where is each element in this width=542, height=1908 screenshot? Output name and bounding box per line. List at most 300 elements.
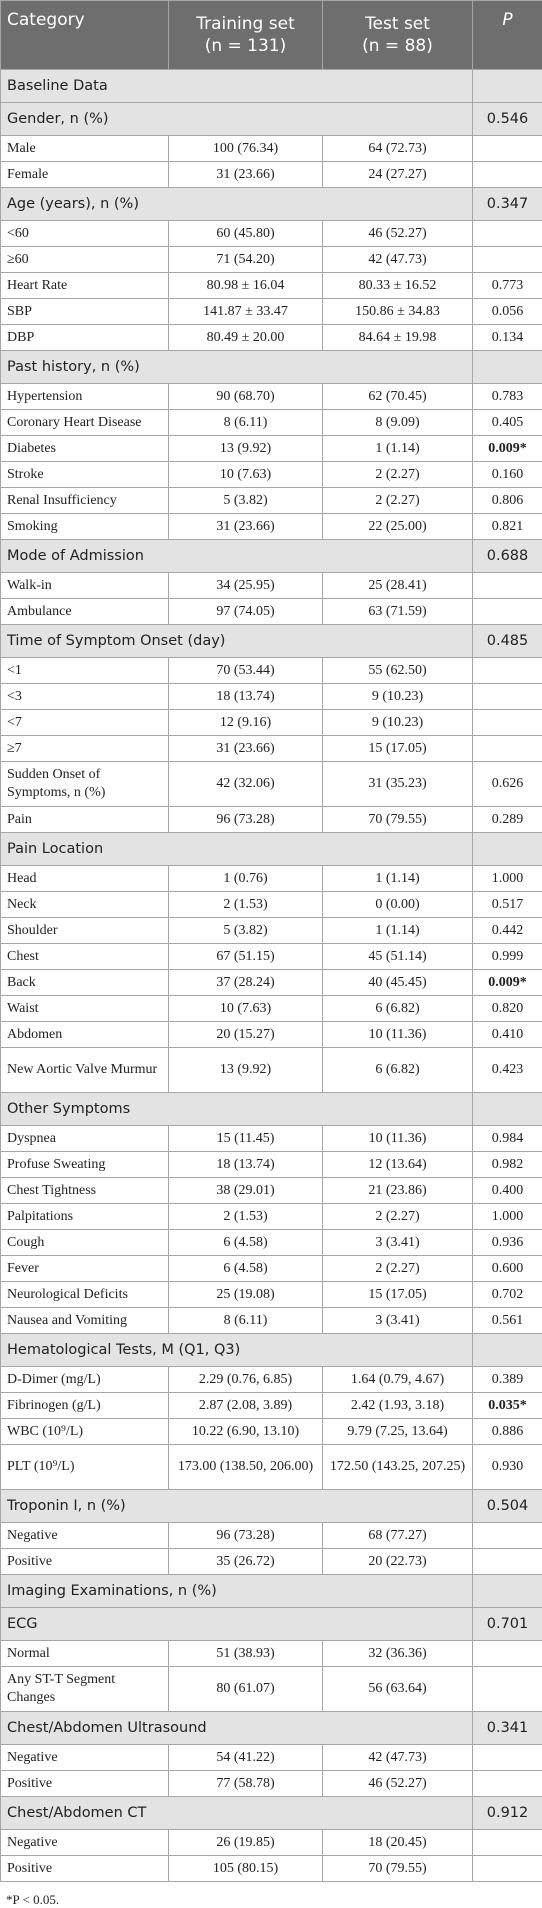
- p-value: 0.702: [473, 1282, 542, 1308]
- training-value: 2 (1.53): [169, 892, 323, 918]
- header-test-line1: Test set: [329, 13, 466, 35]
- test-value: 31 (35.23): [323, 762, 473, 807]
- section-row: [1, 351, 542, 384]
- p-value: [473, 221, 542, 247]
- section-row: [1, 103, 542, 136]
- test-value: 55 (62.50): [323, 658, 473, 684]
- training-value: 10 (7.63): [169, 462, 323, 488]
- training-value: 5 (3.82): [169, 488, 323, 514]
- p-value: [473, 684, 542, 710]
- test-value: 8 (9.09): [323, 410, 473, 436]
- p-value: 0.821: [473, 514, 542, 540]
- significant-p-value: 0.009*: [488, 441, 527, 456]
- table-row: [1, 658, 542, 684]
- row-label: Female: [1, 162, 169, 188]
- table-row: [1, 1256, 542, 1282]
- test-value: 3 (3.41): [323, 1230, 473, 1256]
- table-row: [1, 1419, 542, 1445]
- test-value: 2 (2.27): [323, 1204, 473, 1230]
- training-value: 26 (19.85): [169, 1830, 323, 1856]
- row-label: Walk-in: [1, 573, 169, 599]
- header-training-line1: Training set: [175, 13, 316, 35]
- p-value: 0.982: [473, 1152, 542, 1178]
- row-label: Positive: [1, 1771, 169, 1797]
- test-value: 2.42 (1.93, 3.18): [323, 1393, 473, 1419]
- test-value: 70 (79.55): [323, 807, 473, 833]
- training-value: 2.87 (2.08, 3.89): [169, 1393, 323, 1419]
- training-value: 141.87 ± 33.47: [169, 299, 323, 325]
- test-value: 20 (22.73): [323, 1549, 473, 1575]
- p-value: 0.626: [473, 762, 542, 807]
- training-value: 173.00 (138.50, 206.00): [169, 1445, 323, 1490]
- training-value: 8 (6.11): [169, 410, 323, 436]
- training-value: 80.49 ± 20.00: [169, 325, 323, 351]
- p-value: [473, 736, 542, 762]
- significant-p-value: 0.009*: [488, 975, 527, 990]
- p-value: 0.134: [473, 325, 542, 351]
- training-value: 80.98 ± 16.04: [169, 273, 323, 299]
- test-value: 1 (1.14): [323, 866, 473, 892]
- section-title: Age (years), n (%): [1, 188, 473, 221]
- header-row: [1, 1, 542, 70]
- p-value: [473, 1523, 542, 1549]
- p-value: [473, 599, 542, 625]
- training-value: 51 (38.93): [169, 1641, 323, 1667]
- table-row: [1, 488, 542, 514]
- row-label: Diabetes: [1, 436, 169, 462]
- p-value: 0.289: [473, 807, 542, 833]
- training-value: 54 (41.22): [169, 1745, 323, 1771]
- header-training-set: [169, 1, 323, 70]
- row-label: Positive: [1, 1549, 169, 1575]
- section-row: [1, 1334, 542, 1367]
- table-row: [1, 410, 542, 436]
- p-value: 0.984: [473, 1126, 542, 1152]
- section-p-value: [473, 1093, 542, 1126]
- section-p-value: 0.688: [473, 540, 542, 573]
- section-row: [1, 1712, 542, 1745]
- p-value: 0.410: [473, 1022, 542, 1048]
- table-row: [1, 944, 542, 970]
- training-value: 42 (32.06): [169, 762, 323, 807]
- training-value: 5 (3.82): [169, 918, 323, 944]
- training-value: 10 (7.63): [169, 996, 323, 1022]
- p-value: 0.423: [473, 1048, 542, 1093]
- p-value: 0.405: [473, 410, 542, 436]
- test-value: 1 (1.14): [323, 918, 473, 944]
- p-value: [473, 436, 542, 462]
- row-label: Heart Rate: [1, 273, 169, 299]
- row-label: Smoking: [1, 514, 169, 540]
- training-value: 2.29 (0.76, 6.85): [169, 1367, 323, 1393]
- table-row: [1, 1641, 542, 1667]
- training-value: 31 (23.66): [169, 162, 323, 188]
- test-value: 24 (27.27): [323, 162, 473, 188]
- training-value: 100 (76.34): [169, 136, 323, 162]
- test-value: 2 (2.27): [323, 1256, 473, 1282]
- table-row: [1, 1152, 542, 1178]
- section-title: Past history, n (%): [1, 351, 473, 384]
- p-value: 0.442: [473, 918, 542, 944]
- section-title: Baseline Data: [1, 70, 473, 103]
- section-p-value: [473, 833, 542, 866]
- section-title: Chest/Abdomen Ultrasound: [1, 1712, 473, 1745]
- p-value: [473, 136, 542, 162]
- table-row: [1, 970, 542, 996]
- section-p-value: 0.485: [473, 625, 542, 658]
- header-category: Category: [1, 1, 169, 70]
- section-row: [1, 1490, 542, 1523]
- p-value: [473, 573, 542, 599]
- test-value: 42 (47.73): [323, 1745, 473, 1771]
- training-value: 80 (61.07): [169, 1667, 323, 1712]
- section-title: ECG: [1, 1608, 473, 1641]
- row-label: <60: [1, 221, 169, 247]
- table-row: [1, 221, 542, 247]
- row-label: Male: [1, 136, 169, 162]
- training-value: 90 (68.70): [169, 384, 323, 410]
- table-row: [1, 325, 542, 351]
- test-value: 45 (51.14): [323, 944, 473, 970]
- table-row: [1, 462, 542, 488]
- row-label: Chest Tightness: [1, 1178, 169, 1204]
- row-label: ≥60: [1, 247, 169, 273]
- section-row: [1, 1093, 542, 1126]
- test-value: 22 (25.00): [323, 514, 473, 540]
- row-label: WBC (10⁹/L): [1, 1419, 169, 1445]
- table-row: [1, 1048, 542, 1093]
- test-value: 62 (70.45): [323, 384, 473, 410]
- section-title: Troponin I, n (%): [1, 1490, 473, 1523]
- section-title: Gender, n (%): [1, 103, 473, 136]
- section-p-value: 0.546: [473, 103, 542, 136]
- table-row: [1, 162, 542, 188]
- table-row: [1, 1393, 542, 1419]
- row-label: Hypertension: [1, 384, 169, 410]
- section-title: Pain Location: [1, 833, 473, 866]
- training-value: 1 (0.76): [169, 866, 323, 892]
- row-label: Any ST-T Segment Changes: [1, 1667, 169, 1712]
- section-p-value: [473, 351, 542, 384]
- table-row: [1, 1667, 542, 1712]
- section-row: [1, 540, 542, 573]
- section-p-value: [473, 1334, 542, 1367]
- table-row: [1, 1523, 542, 1549]
- section-title: Chest/Abdomen CT: [1, 1797, 473, 1830]
- training-value: 2 (1.53): [169, 1204, 323, 1230]
- test-value: 9 (10.23): [323, 684, 473, 710]
- row-label: Head: [1, 866, 169, 892]
- table-row: [1, 273, 542, 299]
- row-label: Positive: [1, 1856, 169, 1882]
- training-value: 6 (4.58): [169, 1256, 323, 1282]
- test-value: 84.64 ± 19.98: [323, 325, 473, 351]
- row-label: Negative: [1, 1523, 169, 1549]
- table-row: [1, 1204, 542, 1230]
- row-label: SBP: [1, 299, 169, 325]
- section-p-value: 0.504: [473, 1490, 542, 1523]
- p-value: [473, 1549, 542, 1575]
- section-title: Hematological Tests, M (Q1, Q3): [1, 1334, 473, 1367]
- test-value: 10 (11.36): [323, 1126, 473, 1152]
- test-value: 80.33 ± 16.52: [323, 273, 473, 299]
- table-row: [1, 1745, 542, 1771]
- footnote: *P < 0.05.: [0, 1882, 542, 1908]
- row-label: Chest: [1, 944, 169, 970]
- p-value: 0.806: [473, 488, 542, 514]
- table-row: [1, 247, 542, 273]
- p-value: 0.773: [473, 273, 542, 299]
- test-value: 9 (10.23): [323, 710, 473, 736]
- training-value: 31 (23.66): [169, 736, 323, 762]
- table-row: [1, 599, 542, 625]
- p-value: [473, 1830, 542, 1856]
- header-p-value: [473, 1, 542, 70]
- test-value: 64 (72.73): [323, 136, 473, 162]
- table-row: [1, 573, 542, 599]
- training-value: 67 (51.15): [169, 944, 323, 970]
- p-value: 0.561: [473, 1308, 542, 1334]
- training-value: 13 (9.92): [169, 1048, 323, 1093]
- row-label: Fibrinogen (g/L): [1, 1393, 169, 1419]
- training-value: 70 (53.44): [169, 658, 323, 684]
- row-label: Neck: [1, 892, 169, 918]
- table-row: [1, 299, 542, 325]
- section-row: [1, 188, 542, 221]
- test-value: 3 (3.41): [323, 1308, 473, 1334]
- row-label: Dyspnea: [1, 1126, 169, 1152]
- row-label: Cough: [1, 1230, 169, 1256]
- header-test-line2: (n = 88): [329, 35, 466, 57]
- training-value: 13 (9.92): [169, 436, 323, 462]
- p-value: [473, 710, 542, 736]
- training-value: 25 (19.08): [169, 1282, 323, 1308]
- row-label: Nausea and Vomiting: [1, 1308, 169, 1334]
- p-value: [473, 970, 542, 996]
- table-row: [1, 1022, 542, 1048]
- row-label: Negative: [1, 1830, 169, 1856]
- table-row: [1, 866, 542, 892]
- row-label: Pain: [1, 807, 169, 833]
- test-value: 42 (47.73): [323, 247, 473, 273]
- training-value: 96 (73.28): [169, 807, 323, 833]
- p-value: 0.160: [473, 462, 542, 488]
- p-value: 0.886: [473, 1419, 542, 1445]
- table-row: [1, 918, 542, 944]
- row-label: Shoulder: [1, 918, 169, 944]
- section-p-value: 0.701: [473, 1608, 542, 1641]
- row-label: D-Dimer (mg/L): [1, 1367, 169, 1393]
- table-row: [1, 736, 542, 762]
- test-value: 1.64 (0.79, 4.67): [323, 1367, 473, 1393]
- test-value: 172.50 (143.25, 207.25): [323, 1445, 473, 1490]
- section-p-value: [473, 70, 542, 103]
- p-value: 1.000: [473, 1204, 542, 1230]
- row-label: ≥7: [1, 736, 169, 762]
- table-row: [1, 762, 542, 807]
- p-value: 0.400: [473, 1178, 542, 1204]
- table-row: [1, 436, 542, 462]
- row-label: Stroke: [1, 462, 169, 488]
- row-label: Fever: [1, 1256, 169, 1282]
- test-value: 56 (63.64): [323, 1667, 473, 1712]
- section-p-value: [473, 1575, 542, 1608]
- test-value: 68 (77.27): [323, 1523, 473, 1549]
- row-label: Profuse Sweating: [1, 1152, 169, 1178]
- table-row: [1, 1830, 542, 1856]
- p-value: [473, 658, 542, 684]
- p-value: [473, 247, 542, 273]
- row-label: DBP: [1, 325, 169, 351]
- section-row: [1, 833, 542, 866]
- training-value: 34 (25.95): [169, 573, 323, 599]
- p-value: 0.783: [473, 384, 542, 410]
- training-value: 71 (54.20): [169, 247, 323, 273]
- table-row: [1, 514, 542, 540]
- test-value: 10 (11.36): [323, 1022, 473, 1048]
- test-value: 0 (0.00): [323, 892, 473, 918]
- table-row: [1, 1178, 542, 1204]
- table-body: [1, 70, 542, 1882]
- table-row: [1, 1856, 542, 1882]
- training-value: 60 (45.80): [169, 221, 323, 247]
- training-value: 37 (28.24): [169, 970, 323, 996]
- header-training-line2: (n = 131): [175, 35, 316, 57]
- training-value: 6 (4.58): [169, 1230, 323, 1256]
- test-value: 63 (71.59): [323, 599, 473, 625]
- table-row: [1, 892, 542, 918]
- training-value: 8 (6.11): [169, 1308, 323, 1334]
- row-label: <3: [1, 684, 169, 710]
- p-value: 0.820: [473, 996, 542, 1022]
- training-value: 15 (11.45): [169, 1126, 323, 1152]
- training-value: 10.22 (6.90, 13.10): [169, 1419, 323, 1445]
- table-row: [1, 1282, 542, 1308]
- table-row: [1, 1367, 542, 1393]
- p-value: 0.600: [473, 1256, 542, 1282]
- row-label: Palpitations: [1, 1204, 169, 1230]
- table-row: [1, 710, 542, 736]
- p-value: 0.389: [473, 1367, 542, 1393]
- training-value: 20 (15.27): [169, 1022, 323, 1048]
- table-row: [1, 996, 542, 1022]
- p-value: 0.517: [473, 892, 542, 918]
- section-row: [1, 70, 542, 103]
- test-value: 150.86 ± 34.83: [323, 299, 473, 325]
- p-value: [473, 1641, 542, 1667]
- header-p-label: P: [502, 10, 512, 30]
- p-value: 0.936: [473, 1230, 542, 1256]
- table-row: [1, 1549, 542, 1575]
- row-label: Coronary Heart Disease: [1, 410, 169, 436]
- table-row: [1, 1126, 542, 1152]
- row-label: Back: [1, 970, 169, 996]
- section-title: Mode of Admission: [1, 540, 473, 573]
- table-row: [1, 136, 542, 162]
- row-label: Sudden Onset of Symptoms, n (%): [1, 762, 169, 807]
- training-value: 77 (58.78): [169, 1771, 323, 1797]
- p-value: [473, 1667, 542, 1712]
- row-label: Waist: [1, 996, 169, 1022]
- row-label: <7: [1, 710, 169, 736]
- row-label: <1: [1, 658, 169, 684]
- p-value: [473, 1393, 542, 1419]
- training-value: 105 (80.15): [169, 1856, 323, 1882]
- table-row: [1, 1771, 542, 1797]
- p-value: 0.999: [473, 944, 542, 970]
- p-value: [473, 1745, 542, 1771]
- test-value: 46 (52.27): [323, 221, 473, 247]
- training-value: 35 (26.72): [169, 1549, 323, 1575]
- test-value: 70 (79.55): [323, 1856, 473, 1882]
- p-value: 0.056: [473, 299, 542, 325]
- table-row: [1, 807, 542, 833]
- training-value: 18 (13.74): [169, 684, 323, 710]
- table-row: [1, 684, 542, 710]
- section-row: [1, 1575, 542, 1608]
- training-value: 38 (29.01): [169, 1178, 323, 1204]
- test-value: 21 (23.86): [323, 1178, 473, 1204]
- test-value: 15 (17.05): [323, 736, 473, 762]
- row-label: Normal: [1, 1641, 169, 1667]
- section-row: [1, 1797, 542, 1830]
- test-value: 12 (13.64): [323, 1152, 473, 1178]
- test-value: 46 (52.27): [323, 1771, 473, 1797]
- training-value: 12 (9.16): [169, 710, 323, 736]
- p-value: [473, 1771, 542, 1797]
- row-label: New Aortic Valve Murmur: [1, 1048, 169, 1093]
- header-test-set: [323, 1, 473, 70]
- row-label: Ambulance: [1, 599, 169, 625]
- p-value: [473, 1856, 542, 1882]
- table-row: [1, 1445, 542, 1490]
- row-label: Renal Insufficiency: [1, 488, 169, 514]
- training-value: 18 (13.74): [169, 1152, 323, 1178]
- table-row: [1, 384, 542, 410]
- row-label: Neurological Deficits: [1, 1282, 169, 1308]
- test-value: 2 (2.27): [323, 488, 473, 514]
- test-value: 18 (20.45): [323, 1830, 473, 1856]
- test-value: 32 (36.36): [323, 1641, 473, 1667]
- p-value: 0.930: [473, 1445, 542, 1490]
- test-value: 6 (6.82): [323, 996, 473, 1022]
- section-title: Time of Symptom Onset (day): [1, 625, 473, 658]
- training-value: 97 (74.05): [169, 599, 323, 625]
- row-label: Negative: [1, 1745, 169, 1771]
- p-value: 1.000: [473, 866, 542, 892]
- table-row: [1, 1230, 542, 1256]
- section-title: Other Symptoms: [1, 1093, 473, 1126]
- table-row: [1, 1308, 542, 1334]
- test-value: 25 (28.41): [323, 573, 473, 599]
- section-title: Imaging Examinations, n (%): [1, 1575, 473, 1608]
- row-label: PLT (10⁹/L): [1, 1445, 169, 1490]
- test-value: 6 (6.82): [323, 1048, 473, 1093]
- significant-p-value: 0.035*: [488, 1398, 527, 1413]
- training-value: 31 (23.66): [169, 514, 323, 540]
- p-value: [473, 162, 542, 188]
- section-p-value: 0.912: [473, 1797, 542, 1830]
- training-value: 96 (73.28): [169, 1523, 323, 1549]
- test-value: 9.79 (7.25, 13.64): [323, 1419, 473, 1445]
- row-label: Abdomen: [1, 1022, 169, 1048]
- test-value: 40 (45.45): [323, 970, 473, 996]
- test-value: 2 (2.27): [323, 462, 473, 488]
- section-row: [1, 625, 542, 658]
- section-row: [1, 1608, 542, 1641]
- test-value: 1 (1.14): [323, 436, 473, 462]
- section-p-value: 0.341: [473, 1712, 542, 1745]
